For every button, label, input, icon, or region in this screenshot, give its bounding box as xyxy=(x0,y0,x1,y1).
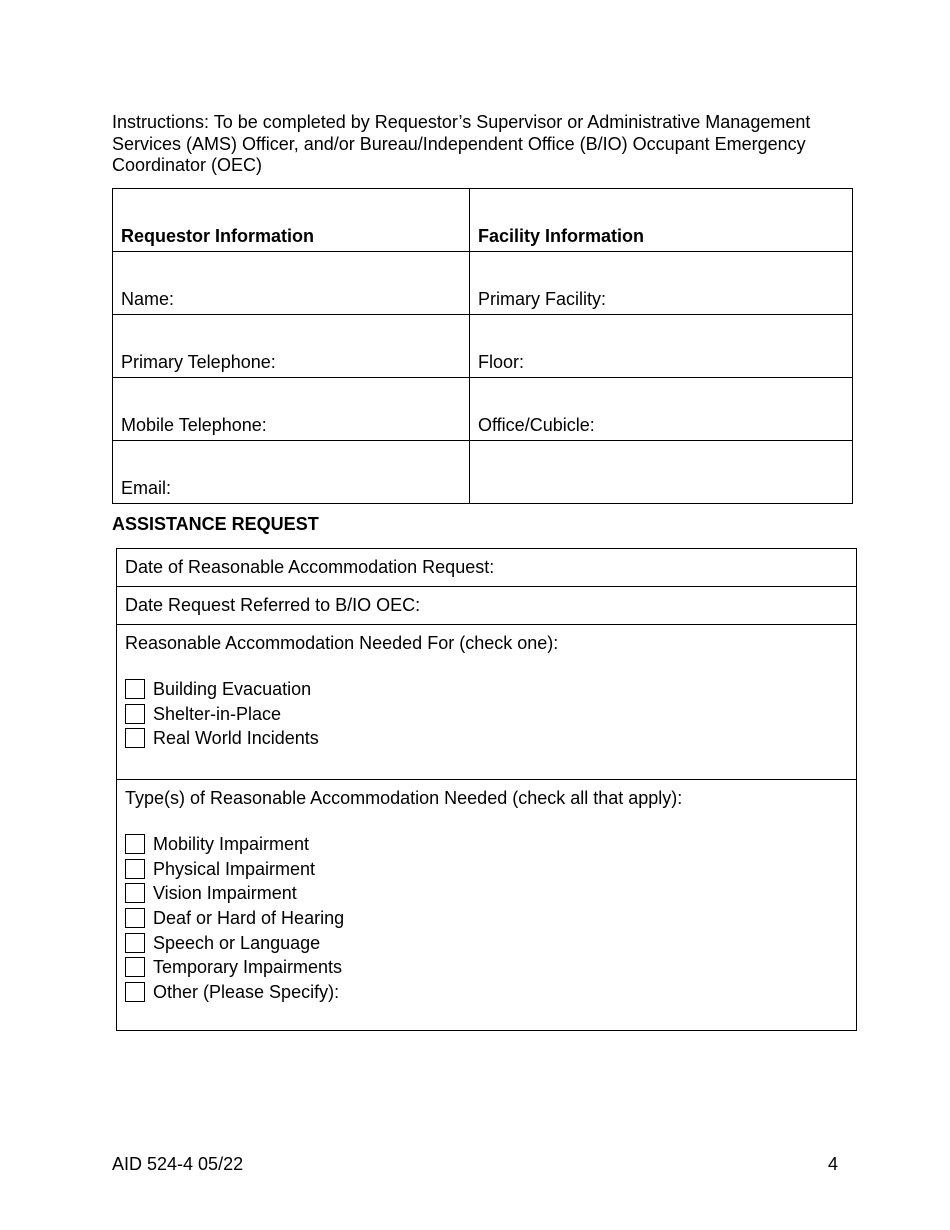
mobile-telephone-field[interactable]: Mobile Telephone: xyxy=(113,378,470,441)
option-physical-impairment[interactable] xyxy=(125,857,848,882)
checkbox[interactable] xyxy=(125,679,145,699)
primary-telephone-field[interactable]: Primary Telephone: xyxy=(113,315,470,378)
checkbox[interactable] xyxy=(125,933,145,953)
option-label: Temporary Impairments xyxy=(153,957,343,978)
option-label: Physical Impairment xyxy=(153,858,316,879)
option-deaf-or-hard-of-hearing[interactable] xyxy=(125,906,848,931)
checkbox[interactable] xyxy=(125,883,145,903)
checkbox[interactable] xyxy=(125,957,145,977)
option-mobility-impairment[interactable] xyxy=(125,832,848,857)
needed-for-label: Reasonable Accommodation Needed For (check one): xyxy=(125,633,559,653)
checkbox[interactable] xyxy=(125,908,145,928)
types-options xyxy=(125,832,848,1004)
requestor-facility-table xyxy=(112,188,853,504)
checkbox[interactable] xyxy=(125,834,145,854)
types-section xyxy=(117,780,856,1030)
form-id: AID 524-4 05/22 xyxy=(112,1154,244,1174)
checkbox[interactable] xyxy=(125,982,145,1002)
needed-for-section xyxy=(117,625,856,780)
option-label: Real World Incidents xyxy=(153,728,319,749)
page-number: 4 xyxy=(828,1154,839,1174)
date-referred-field[interactable]: Date Request Referred to B/IO OEC: xyxy=(117,587,856,625)
option-label: Deaf or Hard of Hearing xyxy=(153,908,345,929)
facility-info-header: Facility Information xyxy=(470,189,853,252)
assistance-request-box xyxy=(116,548,857,1031)
option-label: Vision Impairment xyxy=(153,883,297,904)
email-field[interactable]: Email: xyxy=(113,441,470,504)
option-label: Other (Please Specify): xyxy=(153,981,340,1002)
name-field[interactable]: Name: xyxy=(113,252,470,315)
checkbox[interactable] xyxy=(125,859,145,879)
option-label: Shelter-in-Place xyxy=(153,703,282,724)
checkbox[interactable] xyxy=(125,728,145,748)
option-real-world-incidents[interactable] xyxy=(125,726,848,751)
option-label: Building Evacuation xyxy=(153,679,312,700)
primary-facility-field[interactable]: Primary Facility: xyxy=(470,252,853,315)
needed-for-options xyxy=(125,677,848,751)
option-label: Speech or Language xyxy=(153,932,321,953)
instructions-text: Instructions: To be completed by Requestor’s Supervisor or Administrative Management Services (AMS) Officer, and/or Bureau/Independent Office (B/IO) Occupant Emergency Coordinator (OEC) xyxy=(112,112,811,175)
option-other[interactable] xyxy=(125,980,848,1005)
empty-facility-cell xyxy=(470,441,853,504)
option-shelter-in-place[interactable] xyxy=(125,702,848,727)
option-building-evacuation[interactable] xyxy=(125,677,848,702)
requestor-info-header: Requestor Information xyxy=(113,189,470,252)
types-label: Type(s) of Reasonable Accommodation Needed (check all that apply): xyxy=(125,788,683,808)
assistance-request-title: ASSISTANCE REQUEST xyxy=(112,514,319,534)
floor-field[interactable]: Floor: xyxy=(470,315,853,378)
option-speech-or-language[interactable] xyxy=(125,930,848,955)
date-request-field[interactable]: Date of Reasonable Accommodation Request: xyxy=(117,549,856,587)
office-cubicle-field[interactable]: Office/Cubicle: xyxy=(470,378,853,441)
option-temporary-impairments[interactable] xyxy=(125,955,848,980)
option-label: Mobility Impairment xyxy=(153,834,310,855)
option-vision-impairment[interactable] xyxy=(125,881,848,906)
checkbox[interactable] xyxy=(125,704,145,724)
